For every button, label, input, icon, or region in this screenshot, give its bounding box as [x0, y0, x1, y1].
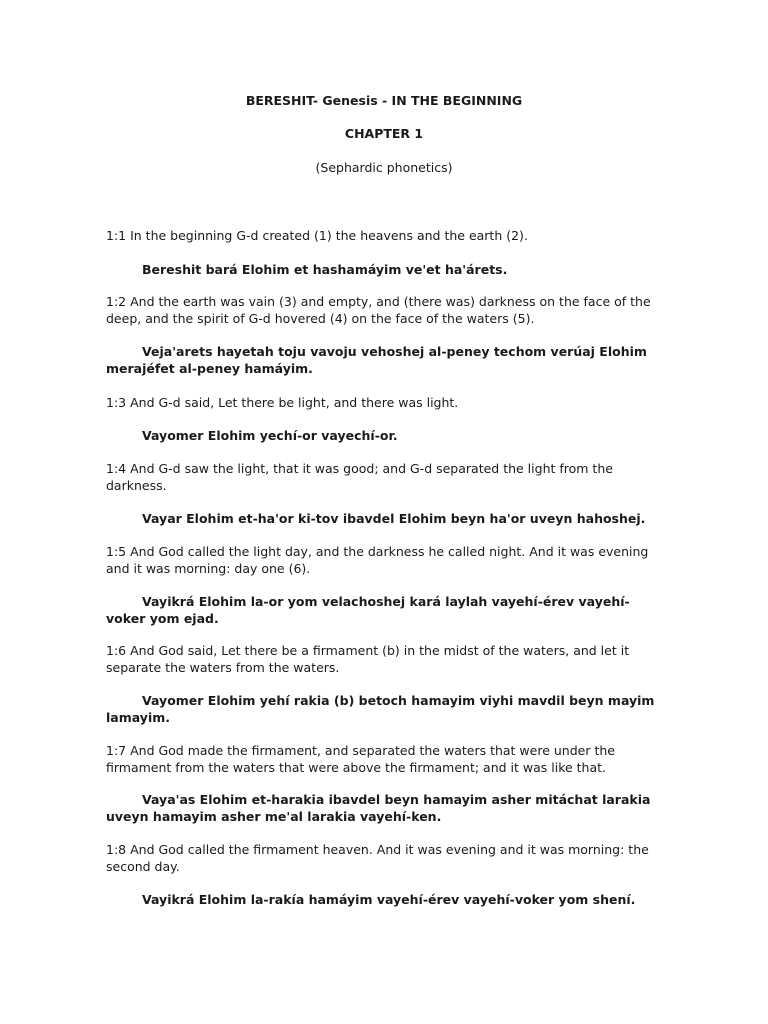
verse-transliteration: Vayar Elohim et-ha'or ki-tov ibavdel Elohim beyn ha'or uveyn hahoshej.	[142, 511, 646, 526]
document-title: BERESHIT- Genesis - IN THE BEGINNING	[245, 93, 523, 108]
verse-text: 1:6 And God said, Let there be a firmament (b) in the midst of the waters, and let it separate the waters from the waters.	[106, 643, 630, 675]
verse-text: 1:4 And G-d saw the light, that it was good; and G-d separated the light from the darkness.	[106, 461, 613, 493]
verse-text: 1:7 And God made the firmament, and separated the waters that were under the firmament from the waters that were above the firmament; and it was like that.	[106, 743, 615, 775]
verse-text: 1:8 And God called the firmament heaven. And it was evening and it was morning: the second day.	[106, 842, 649, 874]
verse-transliteration: Vaya'as Elohim et-harakia ibavdel beyn hamayim asher mitáchat larakia uveyn hamayim asher me'al larakia vayehí-ken.	[106, 792, 651, 824]
verse-transliteration: Vayomer Elohim yechí-or vayechí-or.	[142, 428, 398, 443]
verse-text: 1:1 In the beginning G-d created (1) the heavens and the earth (2).	[106, 228, 528, 243]
chapter-heading: CHAPTER 1	[344, 126, 424, 141]
phonetics-note: (Sephardic phonetics)	[315, 160, 453, 175]
verse-transliteration: Bereshit bará Elohim et hashamáyim ve'et ha'árets.	[142, 262, 508, 277]
verse-text: 1:3 And G-d said, Let there be light, and there was light.	[106, 395, 459, 410]
verse-transliteration: Vayikrá Elohim la-or yom velachoshej kará laylah vayehí-érev vayehí-voker yom ejad.	[106, 594, 630, 626]
verse-text: 1:2 And the earth was vain (3) and empty, and (there was) darkness on the face of the deep, and the spirit of G-d hovered (4) on the face of the waters (5).	[106, 294, 651, 326]
verse-transliteration: Vayikrá Elohim la-rakía hamáyim vayehí-érev vayehí-voker yom shení.	[142, 892, 636, 907]
verse-transliteration: Veja'arets hayetah toju vavoju vehoshej al-peney techom verúaj Elohim merajéfet al-peney hamáyim.	[106, 344, 647, 376]
verse-transliteration: Vayomer Elohim yehí rakia (b) betoch hamayim viyhi mavdil beyn mayim lamayim.	[106, 693, 655, 725]
verse-text: 1:5 And God called the light day, and the darkness he called night. And it was evening and it was morning: day one (6).	[106, 544, 649, 576]
